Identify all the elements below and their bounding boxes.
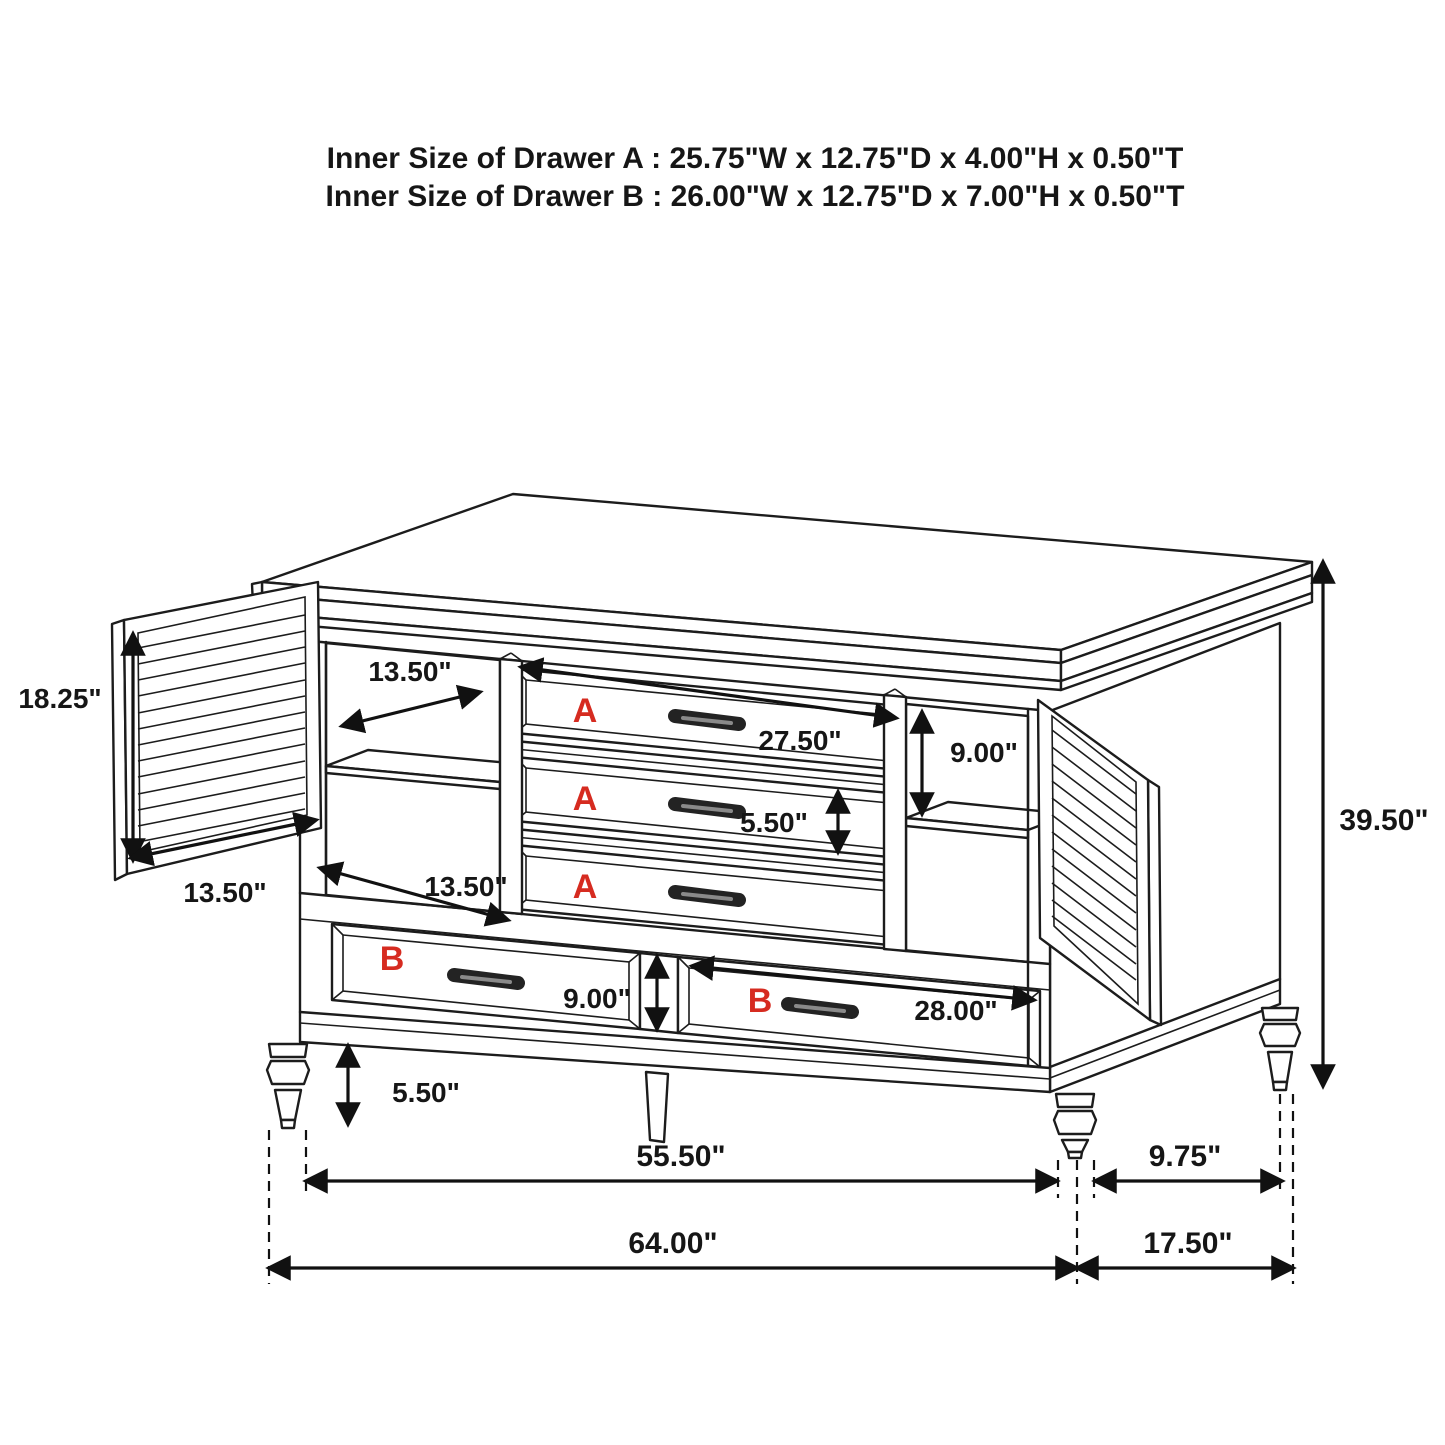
drawer-a-height-label: 5.50"	[740, 807, 808, 838]
drawer-b-width-label: 28.00"	[914, 995, 998, 1026]
title-block	[326, 142, 1185, 213]
drawer-b-height-label: 9.00"	[563, 983, 631, 1014]
right-divider	[884, 695, 906, 951]
drawer-a1-letter: A	[572, 692, 598, 730]
drawer-b1-letter: B	[379, 940, 405, 978]
middle-leg	[646, 1072, 668, 1142]
left-shelf-depth-label: 13.50"	[368, 656, 452, 687]
back-right-leg	[1260, 1008, 1300, 1090]
inner-width-label: 55.50"	[636, 1140, 726, 1173]
leg-height-label: 5.50"	[392, 1077, 460, 1108]
drawer-a1-handle	[675, 716, 739, 724]
front-left-leg	[267, 1044, 309, 1128]
drawer-b1-handle	[454, 975, 518, 983]
side-depth-label: 9.75"	[1148, 1140, 1222, 1173]
front-right-leg	[1054, 1094, 1096, 1158]
drawer-b2-handle	[788, 1004, 852, 1012]
overall-height-label: 39.50"	[1339, 804, 1429, 837]
overall-depth-label: 17.50"	[1143, 1227, 1233, 1260]
drawer-b2-letter: B	[747, 982, 773, 1020]
door-height-label: 18.25"	[18, 683, 102, 714]
drawer-a3-handle	[675, 892, 739, 900]
lower-opening-width-label: 13.50"	[424, 871, 508, 902]
overall-width-label: 64.00"	[628, 1227, 718, 1260]
door-width-label: 13.50"	[183, 877, 267, 908]
drawer-a2-handle	[675, 804, 739, 812]
projection-lines	[269, 1094, 1293, 1284]
title-line-1: Inner Size of Drawer A : 25.75"W x 12.75"D x 4.00"H x 0.50"T	[326, 142, 1184, 175]
left-louvered-door	[112, 582, 321, 880]
center-stile	[640, 953, 678, 1033]
right-opening-height-label: 9.00"	[950, 737, 1018, 768]
title-line-2: Inner Size of Drawer B : 26.00"W x 12.75"D x 7.00"H x 0.50"T	[325, 180, 1185, 213]
drawer-a2-letter: A	[572, 780, 598, 818]
drawer-a-width-label: 27.50"	[758, 725, 842, 756]
drawer-a3-letter: A	[572, 868, 598, 906]
